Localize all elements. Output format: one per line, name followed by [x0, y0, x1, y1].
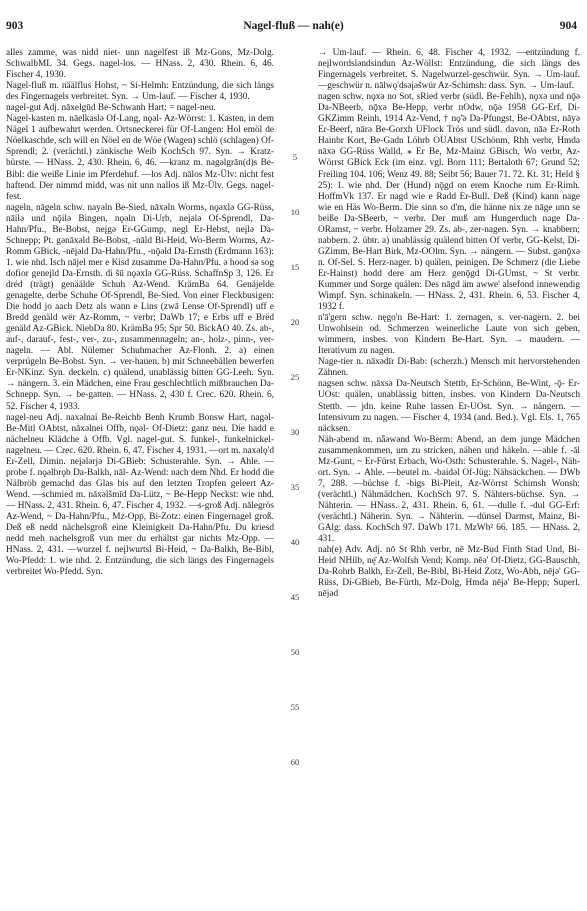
line-number: 10	[290, 207, 300, 217]
line-number: 30	[290, 427, 300, 437]
entry-nagel-gut: nagel-gut Adj. nāxelgūd Be-Schwanh Hart: = nagel-neu.	[6, 103, 216, 114]
line-number: 15	[290, 262, 300, 272]
entry-nagel-fluss: Nagel-fluß m. näälflus Hohst, ~ Si-Helmh: Entzündung, die sich längs des Fingernagels verbreitet. Syn. → Um-lauf. — Fischer 4, 1930.	[6, 81, 274, 103]
line-number: 50	[290, 647, 300, 657]
entry-nageln: nageln, nāgeln schw. nayəln Be-Sied, nāxəln Worms, nǫəxlə GG-Rüss, nāilə und nǭilə Bingen, nǫəln Di-Urb, neįələ Of-Sprendl, Da-Hahn/Pfu., Be-Bobst, neįgə Er-GGump, negl Er-Hebst, neįlə Da-Schnepp; Pt. gənāxəld Be-Bobst, -nāld Bi-Heid, Wo-Berm Worms, Az-Romm GBick, -nēįəld Da-Hahn/Pfu., -nǭəld Da-Ernsth (Erdmann 163): 1. wie nhd. Isch nājel mer e Kisd zusamme Da-Hahn/Pfu. ə hood sə sog dofior geneįld Da-Ernsth. di šū nǫəxlə GG-Rüss. SchaffnSp 3, 126. Er dréd (trägt) genäälde Schuh Az-Wend. KrämBa 64. Genäjelde genagelte, derbe Schuhe Of-Sprendl, Be-Sied. Von einer Fleckbusigen: Die hodd jo aach Detz als wann e Lins (zwā Lense Of-Sprendl) uff e Bredd genäld wër Az-Romm, ~ verbr; DaWb 17; e Erbs uff e Brëd genäld Az-GBick. NiebDa 80. KrämBa 95; Spr 50. BickAO 40. Zs. ab-, auf-, darauf-, fest-, ver-, zu-, zusammennageln; an-, holz-, pinn-, ver-nageln. — Abl. Nülemer Schuhmacher Az-Flonh. 2. a) einen verprügeln Be-Bobst. Syn. → ver-hauen. b) mit Schneebällen bewerfen Er-NKinz. Syn. deckeln. c) quälend, unablässig bitten GG-Leeh. Syn. → nängern. 3. ein Mädchen, eine Frau geschlechtlich mißbrauchen Da-Schnepp. Syn. → be-gatten. — HNass. 2, 430 f. Crec. 620. Rhein. 6, 52. Fischer 4, 1933.	[6, 202, 274, 412]
page-number-right: 904	[559, 20, 577, 32]
line-number: 35	[290, 482, 300, 492]
line-number: 5	[292, 152, 298, 162]
line-number: 40	[290, 537, 300, 547]
entry-naeh-abend: Näh-abend m. nǟəwənd Wo-Berm: Abend, an dem junge Mädchen zusammenkommen, um zu stricken, nähen und häkeln. —ahle f. -āl Mz-Gunt, ~ Er-Fürst Erbach, Wo-Osth: Schusterahle. S. Nagel-, Näh-ort. Syn. → Ahle. —beutel m. -baidəl Of-Jüg: Nähsäckchen. — DWb 7, 288. —büchse f. -bigs Bi-Pleit, Az-Wörrst Schimsh Wonsh: (verächtl.) Nähmädchen. KochSch 97. S. Nähters-büchse. Syn. → Nähterin. — HNass. 2, 431. Rhein. 6, 61. —dulle f. -dul GG-Erf: (verächtl.) Näherin. Syn. → Nähterin. —dünsel Darmst, Mainz, Bi-GAlg: dass. KochSch 97. DaWb 171. MzWb² 66. 185. — HNass. 2, 431.	[318, 434, 580, 545]
line-number: 20	[290, 317, 300, 327]
entry-continuation: → Um-lauf. — Rhein. 6, 48. Fischer 4, 1932. —entzündung f. neįlwordsləndsindun Az-Wöllst: Entzündung, die sich längs des Fingernagels verbreitet. S. Nagelwurzel-geschwür. Syn. → Um-lauf. —geschwür n. nālwǫ'dsəįəšwür Az-Schimsh: dass. Syn. → Um-lauf.	[318, 48, 580, 92]
left-column	[6, 48, 274, 906]
line-number: 45	[290, 592, 300, 602]
line-number: 25	[290, 372, 300, 382]
line-number: 55	[290, 702, 300, 712]
line-number: 60	[290, 757, 300, 767]
entry-nagen: nagen schw. nǫxə no Sot, sRied verbr (südl. Be-Fehlh), nǫxə und nǭə Da-NBeerb, nǭxə Be-Hepp, verbr nOdw, nǭə 1958 GG-Erf, Di-GKZimm Reinh, 1914 Az-Vend, † nǫ'̄ə Da-Pfungst, Be-OAbtst, nāyə Er-Beerf, nārə Be-Gorxh UFlock Trös und südl. davon, nāə Er-Roth Hainbr Kort, Be-Gadn Löhrb OUAbtst USchönm, Rhh verbr, Hmda nāxə GG-Rüss Walld, ⁎ Er Be, Mz-Mainz GBisch, Wo verbr, Az-Wörrst GBick Eck (im einz. vgl. Born 111; Bertaloth 67; Grund 52; Freiling 104. 106; Wenz 49. 88; Seibt 56; Bauer 71. 72. Kt. 31; Held § 25): 1. wie nhd. Der (Hund) nǭgd on erem Knoche rum Er-Rimh. HoffmVk 137. Er nagd wie e Radd Er-Bull. Deß (Kind) kann nage wie en Häs Wo-Berm. Die sinn so d'm, die hänne nix ze nāge unn se beiße Da-SBeerb, ~ verbr. Der muß am Hungerduch nage Da-ORamst, ~ verbr. Holzamer 29. Zs. ab-, zer-nagen. Syn. → knabbern; nabbern. 2. übtr. a) unablässig quälend bitten Of verbr, GG-Kelst, Di-GZimm, Be-Hart Birk, Mz-OOlm. Syn. → nängern. — Subst. gənǭxə n. Of-Sel. S. Herz-nager. b) quälen, peinigen. De Schmerz (die Liebe Er-Hainst) hodd dere am Herz genǭgd Di-GUmst, ~ St verbr. Kummer und Sorge quälen: Des nāgd äm awwe' alsefond innewendig Wimpf. Syn. schinakeln. — HNass. 2, 431. Rhein. 6, 53. Fischer 4, 1932 f.	[318, 92, 580, 313]
entry-nagel-kasten: Nagel-kasten m. nāelkaslə Of-Lang, nǫəl- Az-Wörrst: 1. Kasten, in dem Nägel 1 aufbewahrt werden. Ortsneckerei für Of-Langen: Hol emöl de Nöelkaschde, sch will en Nöel en de Wöe (Wagen) schlö (schlagen) Of-Sprendl; 2. (verächtl.) zänkische Weib KochSch 97. Syn. → Kratz-bürste. — HNass. 2, 430. Rhein. 6, 46. —kranz m. nagəlgrān(d)s Be-Bibl: die weiße Linie im Pferdehuf. —los Adj. nālos Mz-Ülv: nicht fest haftend. Der nimmd midd, was nit unn nallos iß Mz-Ülv. Gegs. nagel-fest.	[6, 114, 274, 202]
entry-nagern: n'ā'gern schw. nęgo'n Be-Hart: 1. zernagen, s. ver-nagern. 2. bei Unwohlsein od. Schmerzen weinerliche Laute von sich geben, wimmern, insbes. von Kindern Be-Hart. Syn. → maudern. — Iterativum zu nagen.	[318, 313, 580, 357]
entry-nagsen: nagsen schw. nāxsə Da-Neutsch Stettb, Er-Schönn, Be-Wint, -ǭ- Er-UOst: quälen, unablässig bitten, insbes. von Kindern Da-Neutsch Stettb. — jdn. keine Ruhe lassen Er-UOst. Syn. → nängern. — Intensivum zu nagen. — Fischer 4, 1934 (and. Bed.). Vgl. Els. 1, 765 näcksen.	[318, 379, 580, 434]
running-head: Nagel-fluß — nah(e)	[243, 20, 344, 32]
entry-continuation: alles zamme, was nidd niet- unn nagelfest iß Mz-Gons, Mz-Dolg. SchwalbML 34. Gegs. nagel-los. — HNass. 2, 430. Rhein. 6, 46. Fischer 4, 1930.	[6, 48, 274, 81]
page-number-left: 903	[6, 20, 24, 32]
right-column	[318, 48, 580, 906]
page-header	[6, 20, 581, 36]
entry-nage-tier: Nage-tier n. nāxədīr Di-Bab: (scherzh.) Mensch mit hervorstehenden Zähnen.	[318, 357, 580, 379]
line-numbers	[282, 48, 308, 906]
entry-nah: nah(e) Adv. Adj. nō St Rhh verbr, nē Mz-Bud Finth Stad Und, Bi-Heid NHilb, nę̄ Az-Wolfsh Vend; Komp. nēə' Of-Dietz, GG-Bauschh, Da-Rohrb Balkh, Er-Zell, Be-Bibl, Bi-Heid Zotz, Wo-Abh, nējə' GG-Rüss, Di-GBieb, Be-Fürth, Mz-Dolg, Hmda nējə' Be-Hepp; Superl. nējəd	[318, 545, 580, 600]
entry-nagel-neu: nagel-neu Adj. naxəlnai Be-Reichb Benh Krumb Bonsw Hart, nagəl- Be-Mitl OAbtst, nāxəlnei Offb, nǫəl- Of-Dietz: ganz neu. Die hadd e nächelneu Klädche à Offb. Vgl. nagel-gut. S. funkel-, funkelnickel-nagelneu. — Crec. 620. Rhein. 6, 47. Fischer 4, 1931. —ort m. naxəlǫ'd Er-Zell, Dimin. neįələrjə Di-GBieb: Schusterahle. Syn. → Ahle. —probe f. nǫəlbrǫb Da-Balkh, nāl- Az-Wend: nach dem Nhd. Er hodd die Nälbröb gemachd das Glas bis auf den letzten Tropfen geleert Az-Wend. —schmied m. nāxəlšmīd Da-Lütz, ~ Be-Hepp Neckst: wie nhd. — HNass. 2, 431. Rhein. 6, 47. Fischer 4, 1932. —s-groß Adj. nālegrös Az-Wend, ~ Da-Hahn/Pfu., Mz-Opp, Bi-Zotz: einen Fingernagel groß. Deß eß nedd nächelsgroß eine Kleinigkeit Da-Hahn/Pfu. Du kriesd nedd meh nachelsgroß vun mer du erhältst gar nichts Mz-Opp. — HNass. 2, 431. —wurzel f. neįlwurtsl Bi-Heid, ~ Da-Balkh, Be-Bibl, Wo-Pfedd: 1. wie nhd. 2. Entzündung, die sich längs des Fingernagels verbreitet Wo-Pfedd. Syn.	[6, 412, 274, 578]
